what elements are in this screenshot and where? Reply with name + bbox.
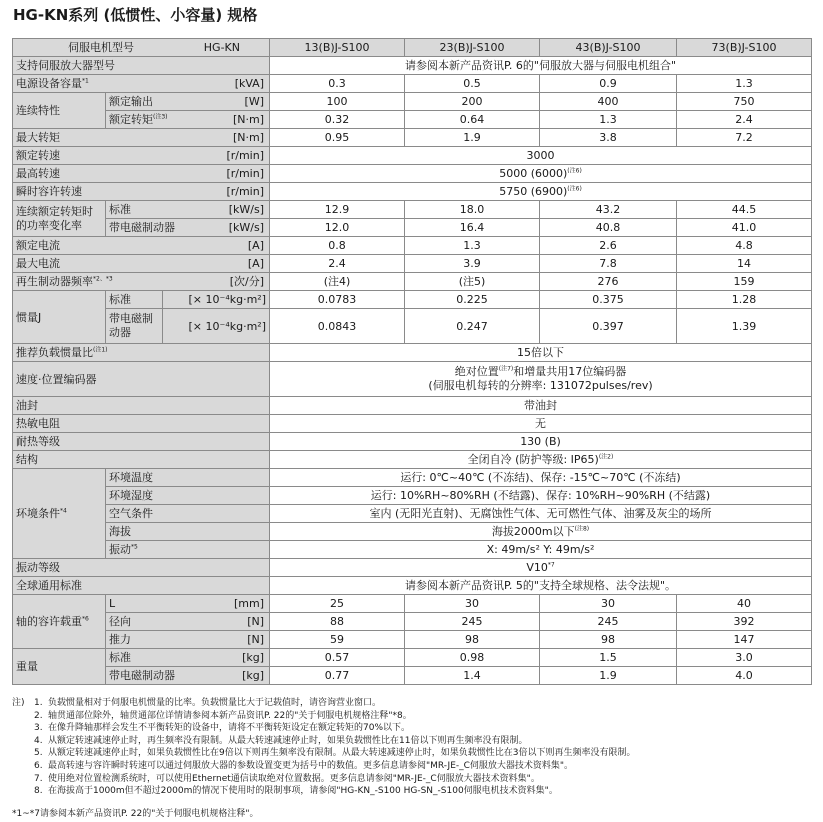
row-value-cell (270, 362, 812, 397)
note-ref: (注2) (598, 453, 614, 461)
row-label: 海拔 (106, 523, 270, 541)
note-ref: *4 (60, 507, 67, 515)
table-row (13, 309, 812, 344)
value-cell: 2.6 (540, 237, 677, 255)
value-cell: 1.28 (677, 291, 812, 309)
row-label: 油封 (13, 397, 270, 415)
row-label: L (109, 597, 116, 610)
row-label: 标准 (106, 291, 163, 309)
unit-label: [N·m] (232, 113, 264, 126)
footer-note: *1~*7请参阅本新产品资讯P. 22的"关于伺服电机规格注释"。 (12, 809, 259, 819)
table-row (13, 667, 812, 685)
row-label-cell (106, 631, 270, 649)
row-value: 无 (270, 415, 812, 433)
row-label: 环境湿度 (106, 487, 270, 505)
footnote (12, 710, 812, 723)
footnote-number: 1. (34, 698, 43, 708)
table-row (13, 505, 812, 523)
note-ref: (注7) (498, 365, 514, 373)
unit-label: [× 10⁻⁴kg·m²] (163, 309, 270, 344)
table-row (13, 344, 812, 362)
row-label: 全球通用标准 (13, 577, 270, 595)
value-cell: 7.2 (677, 129, 812, 147)
row-value-cell (270, 165, 812, 183)
value-cell: 0.77 (270, 667, 405, 685)
value-cell: 3.9 (405, 255, 540, 273)
table-row (13, 649, 812, 667)
footnote-text: 使用绝对位置检测系统时，可以使用Ethernet通信读取绝对位置数据。更多信息请参阅"MR-JE-_C伺服放大器技术资料集"。 (48, 773, 540, 784)
unit-label: [N] (247, 633, 264, 646)
spec-table (12, 38, 812, 685)
row-value: 绝对位置 (454, 365, 499, 378)
series-label: HG-KN (203, 41, 240, 54)
footnote-number: 3. (34, 723, 43, 734)
value-cell: 750 (677, 93, 812, 111)
row-label: 最高转速 (16, 167, 60, 180)
row-label-cell (106, 309, 163, 344)
value-cell: 0.397 (540, 309, 677, 344)
row-label-cell (13, 147, 270, 165)
unit-label: [r/min] (226, 149, 264, 162)
row-label: 结构 (13, 451, 270, 469)
table-row (13, 451, 812, 469)
unit-label: [kVA] (234, 77, 264, 90)
footnote (12, 785, 812, 798)
table-row (13, 219, 812, 237)
table-row (13, 541, 812, 559)
unit-label: [W] (244, 95, 264, 108)
row-label: 支持伺服放大器型号 (13, 57, 270, 75)
footnote (12, 747, 812, 760)
table-row (13, 93, 812, 111)
group-label: 重量 (13, 649, 106, 685)
footnote-text: 从额定转速减速停止时，如果负载惯性比在9倍以下则再生频率没有限制。从最大转速减速停止时，如果负载惯性比在3倍以下则再生频率没有限制。 (48, 748, 636, 759)
table-row (13, 255, 812, 273)
table-row (13, 595, 812, 613)
row-label: 额定转速 (16, 149, 60, 162)
table-row (13, 147, 812, 165)
model-column-header: 73(B)J-S100 (677, 39, 812, 57)
row-label: 热敏电阻 (13, 415, 270, 433)
row-label: 额定输出 (109, 95, 153, 108)
row-label: 空气条件 (106, 505, 270, 523)
value-cell: 41.0 (677, 219, 812, 237)
value-cell: 0.98 (405, 649, 540, 667)
value-cell: (注5) (405, 273, 540, 291)
row-label: 带电磁制动器 (109, 669, 175, 682)
table-row (13, 397, 812, 415)
table-row (13, 523, 812, 541)
row-value: V10 (526, 561, 548, 574)
value-cell: 0.5 (405, 75, 540, 93)
value-cell: 44.5 (677, 201, 812, 219)
footnote-number: 4. (34, 735, 43, 746)
row-label: 再生制动器频率 (16, 275, 93, 288)
unit-label: [kW/s] (228, 203, 264, 216)
unit-label: [A] (247, 239, 264, 252)
row-label-cell (13, 183, 270, 201)
value-cell: 2.4 (677, 111, 812, 129)
table-row (13, 291, 812, 309)
unit-label: [r/min] (226, 167, 264, 180)
table-row (13, 613, 812, 631)
value-cell: 30 (405, 595, 540, 613)
value-cell: 400 (540, 93, 677, 111)
unit-label: [N] (247, 615, 264, 628)
model-header-cell (13, 39, 270, 57)
value-cell: 1.9 (405, 129, 540, 147)
value-cell: 14 (677, 255, 812, 273)
footnote (12, 735, 812, 748)
value-cell: 0.9 (540, 75, 677, 93)
value-cell: 98 (405, 631, 540, 649)
table-row (13, 129, 812, 147)
row-label-cell (106, 667, 270, 685)
note-ref: (注6) (567, 167, 582, 175)
unit-label: [次/分] (229, 275, 264, 288)
note-ref: (注3) (153, 113, 168, 121)
table-row (13, 577, 812, 595)
group-label: 轴的容许载重 (16, 615, 82, 628)
row-value: 带油封 (270, 397, 812, 415)
note-ref: (注1) (93, 346, 108, 354)
footnote-prefix: 注) (12, 698, 25, 708)
value-cell: 18.0 (405, 201, 540, 219)
value-cell: 0.32 (270, 111, 405, 129)
row-label-cell (13, 237, 270, 255)
row-label-cell (13, 344, 270, 362)
value-cell: 1.3 (405, 237, 540, 255)
value-cell: 245 (405, 613, 540, 631)
value-cell: 40.8 (540, 219, 677, 237)
value-cell: 30 (540, 595, 677, 613)
table-row (13, 111, 812, 129)
value-cell: 1.4 (405, 667, 540, 685)
unit-label: [r/min] (226, 185, 264, 198)
footnote-text: 负载惯量相对于伺服电机惯量的比率。负载惯量比大于记载值时，请咨询营业窗口。 (48, 698, 382, 708)
row-value: 运行: 0℃~40℃ (不冻结)、保存: -15℃~70℃ (不冻结) (270, 469, 812, 487)
row-value: 全闭自冷 (防护等级: IP65) (467, 453, 599, 466)
row-label-cell (106, 541, 270, 559)
row-label-cell (13, 129, 270, 147)
unit-label: [A] (247, 257, 264, 270)
value-cell: 0.225 (405, 291, 540, 309)
value-cell: 0.0843 (270, 309, 405, 344)
note-ref: *2、*3 (93, 275, 113, 283)
value-cell: 1.5 (540, 649, 677, 667)
note-ref: *7 (547, 561, 555, 569)
footnote-text: 最高转速与容许瞬时转速可以通过伺服放大器的参数设置变更为括号中的数值。更多信息请参阅"MR-JE-_C伺服放大器技术资料集"。 (48, 760, 574, 771)
row-label: 标准 (109, 203, 131, 216)
note-ref: *5 (131, 543, 138, 551)
row-label-cell (13, 75, 270, 93)
footnotes (12, 697, 812, 798)
model-column-header: 13(B)J-S100 (270, 39, 405, 57)
value-cell: 16.4 (405, 219, 540, 237)
row-label-cell (13, 255, 270, 273)
row-value: 室内 (无阳光直射)、无腐蚀性气体、无可燃性气体、油雾及灰尘的场所 (270, 505, 812, 523)
unit-label: [× 10⁻⁴kg·m²] (163, 291, 270, 309)
row-value: 15倍以下 (270, 344, 812, 362)
footnote-text: 轴贯通部位除外，轴贯通部位详情请参阅本新产品资讯P. 22的"关于伺服电机规格注释"*8。 (48, 710, 412, 721)
row-value-cell (270, 559, 812, 577)
value-cell: 1.3 (677, 75, 812, 93)
row-label: 电源设备容量 (16, 77, 82, 90)
row-label: 额定转矩 (109, 113, 153, 126)
footnote (12, 773, 812, 786)
value-cell: 40 (677, 595, 812, 613)
model-column-header: 23(B)J-S100 (405, 39, 540, 57)
footnote-number: 8. (34, 786, 43, 797)
value-cell: 245 (540, 613, 677, 631)
row-label: 动器 (109, 326, 131, 339)
table-row (13, 469, 812, 487)
row-label: 推荐负载惯量比 (16, 346, 93, 359)
row-label-cell (106, 613, 270, 631)
unit-label: [kg] (242, 669, 264, 682)
page-title: HG-KN系列 (低惯性、小容量) 规格 (13, 6, 258, 24)
footnote (12, 697, 812, 710)
row-value: X: 49m/s² Y: 49m/s² (270, 541, 812, 559)
value-cell: 98 (540, 631, 677, 649)
group-label-cell (13, 201, 106, 237)
row-label-cell (106, 649, 270, 667)
group-label-cell (13, 469, 106, 559)
table-row (13, 433, 812, 451)
table-row (13, 273, 812, 291)
table-row (13, 559, 812, 577)
value-cell: 59 (270, 631, 405, 649)
row-label: 推力 (109, 633, 131, 646)
value-cell: 7.8 (540, 255, 677, 273)
row-label-cell (106, 111, 270, 129)
row-label: 耐热等级 (13, 433, 270, 451)
row-value: 请参阅本新产品资讯P. 6的"伺服放大器与伺服电机组合" (270, 57, 812, 75)
value-cell: 12.9 (270, 201, 405, 219)
row-label: 振动等级 (13, 559, 270, 577)
note-ref: (注6) (567, 185, 582, 193)
unit-label: [N·m] (232, 131, 264, 144)
table-row (13, 487, 812, 505)
row-label: 标准 (109, 651, 131, 664)
value-cell: 1.3 (540, 111, 677, 129)
unit-label: [kg] (242, 651, 264, 664)
group-label-cell (13, 595, 106, 649)
row-label: 最大电流 (16, 257, 60, 270)
row-label: 径向 (109, 615, 131, 628)
value-cell: 43.2 (540, 201, 677, 219)
value-cell: 159 (677, 273, 812, 291)
footnote-number: 7. (34, 773, 43, 784)
row-label-cell (13, 165, 270, 183)
row-label: 速度·位置编码器 (13, 362, 270, 397)
group-label: 连续额定转矩时 (16, 204, 93, 218)
row-label: 振动 (109, 543, 131, 556)
value-cell: 276 (540, 273, 677, 291)
row-label: 带电磁制 (109, 312, 153, 325)
row-label: 额定电流 (16, 239, 60, 252)
table-row (13, 183, 812, 201)
row-value-cell (270, 183, 812, 201)
value-cell: 1.39 (677, 309, 812, 344)
row-value: (伺服电机每转的分辨率: 131072pulses/rev) (428, 379, 653, 392)
note-ref: (注8) (574, 525, 590, 533)
value-cell: 0.247 (405, 309, 540, 344)
row-label-cell (106, 595, 270, 613)
unit-label: [mm] (233, 597, 264, 610)
value-cell: 12.0 (270, 219, 405, 237)
row-label-cell (13, 273, 270, 291)
footnote-number: 2. (34, 710, 43, 721)
row-value: 运行: 10%RH~80%RH (不结露)、保存: 10%RH~90%RH (不结露) (270, 487, 812, 505)
value-cell: 3.8 (540, 129, 677, 147)
model-column-header: 43(B)J-S100 (540, 39, 677, 57)
table-row (13, 237, 812, 255)
value-cell: 0.95 (270, 129, 405, 147)
table-row (13, 362, 812, 397)
value-cell: 4.0 (677, 667, 812, 685)
footnote (12, 722, 812, 735)
value-cell: 0.3 (270, 75, 405, 93)
group-label: 的功率变化率 (16, 218, 82, 232)
row-label-cell (106, 219, 270, 237)
note-ref: *6 (82, 615, 89, 623)
group-label: 惯量J (13, 291, 106, 344)
value-cell: 2.4 (270, 255, 405, 273)
value-cell: 0.64 (405, 111, 540, 129)
table-row (13, 201, 812, 219)
row-value: 130 (B) (270, 433, 812, 451)
row-value: 和增量共用17位编码器 (513, 365, 627, 378)
table-row (13, 631, 812, 649)
value-cell: (注4) (270, 273, 405, 291)
footnote-text: 从额定转速减速停止时，再生频率没有限制。从最大转速减速停止时，如果负载惯性比在11倍以下则再生频率没有限制。 (48, 735, 528, 746)
row-value: 海拔2000m以下 (491, 525, 575, 538)
row-value: 5750 (6900) (499, 185, 568, 198)
footnote-number: 6. (34, 760, 43, 771)
row-label: 环境温度 (106, 469, 270, 487)
value-cell: 200 (405, 93, 540, 111)
footnote-number: 5. (34, 748, 43, 759)
model-label: 伺服电机型号 (68, 41, 134, 54)
row-label: 带电磁制动器 (109, 221, 175, 234)
value-cell: 4.8 (677, 237, 812, 255)
footnote-text: 在像升降轴那样会发生不平衡转矩的设备中，请将不平衡转矩设定在额定转矩的70%以下。 (48, 723, 411, 734)
value-cell: 25 (270, 595, 405, 613)
value-cell: 88 (270, 613, 405, 631)
row-label-cell (106, 201, 270, 219)
row-value: 3000 (270, 147, 812, 165)
value-cell: 3.0 (677, 649, 812, 667)
value-cell: 1.9 (540, 667, 677, 685)
value-cell: 0.375 (540, 291, 677, 309)
row-label: 瞬时容许转速 (16, 185, 82, 198)
table-row (13, 415, 812, 433)
row-value: 5000 (6000) (499, 167, 568, 180)
table-row (13, 165, 812, 183)
value-cell: 0.0783 (270, 291, 405, 309)
table-header-row (13, 39, 812, 57)
row-value-cell (270, 451, 812, 469)
row-label: 最大转矩 (16, 131, 60, 144)
table-row (13, 57, 812, 75)
table-row (13, 75, 812, 93)
value-cell: 0.8 (270, 237, 405, 255)
value-cell: 147 (677, 631, 812, 649)
value-cell: 100 (270, 93, 405, 111)
group-label: 连续特性 (13, 93, 106, 129)
footnote-text: 在海拔高于1000m但不超过2000m的情况下使用时的限制事项，请参阅"HG-KN_-S100 HG-SN_-S100伺服电机技术资料集"。 (48, 786, 558, 797)
value-cell: 392 (677, 613, 812, 631)
group-label: 环境条件 (16, 507, 60, 520)
footnote (12, 760, 812, 773)
row-value: 请参阅本新产品资讯P. 5的"支持全球规格、法令法规"。 (270, 577, 812, 595)
value-cell: 0.57 (270, 649, 405, 667)
note-ref: *1 (82, 77, 89, 85)
row-value-cell (270, 523, 812, 541)
unit-label: [kW/s] (228, 221, 264, 234)
row-label-cell (106, 93, 270, 111)
